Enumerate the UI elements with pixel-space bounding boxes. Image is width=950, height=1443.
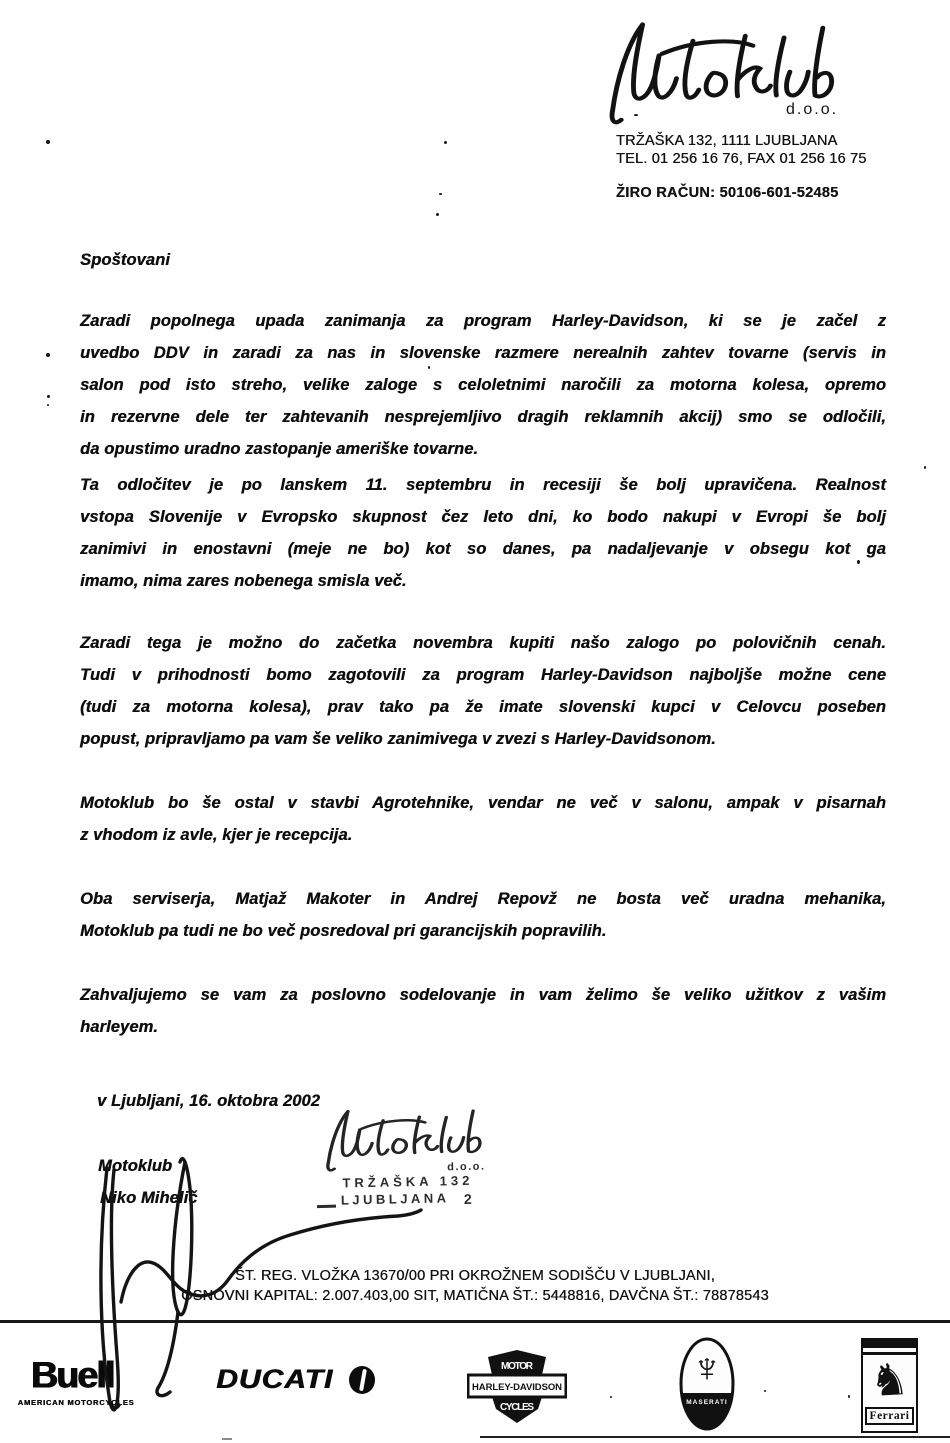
scan-speck bbox=[634, 114, 638, 116]
stamp-address: TRŽAŠKA 132 bbox=[342, 1172, 474, 1191]
bottom-rule bbox=[480, 1436, 950, 1438]
ferrari-wordmark: Ferrari bbox=[865, 1407, 914, 1425]
harley-davidson-shield-icon bbox=[467, 1348, 567, 1426]
ducati-wordmark: DUCATI bbox=[216, 1365, 334, 1395]
scan-speck bbox=[46, 353, 50, 357]
greeting: Spoštovani bbox=[80, 251, 170, 269]
body-line: harleyem. bbox=[80, 1018, 158, 1036]
stamp-number: 2 bbox=[463, 1190, 472, 1208]
scan-speck bbox=[47, 404, 49, 406]
stamp-suffix: d.o.o. bbox=[447, 1160, 486, 1174]
body-line: Zaradi popolnega upada zanimanja za program Harley-Davidson, ki se je začel z bbox=[80, 312, 886, 330]
body-paragraph bbox=[80, 979, 886, 1043]
body-paragraph bbox=[80, 883, 886, 947]
svg-text:♆: ♆ bbox=[691, 1344, 723, 1391]
scan-speck bbox=[764, 1390, 766, 1392]
body-line: (tudi za motorna kolesa), prav tako pa že imate slovenski kupci v Celovcu poseben bbox=[80, 698, 886, 716]
body-line: vstopa Slovenije v Evropsko skupnost čez leto dni, ko bodo nakupi v Evropi še bolj bbox=[80, 508, 886, 526]
body-line: Oba serviserja, Matjaž Makoter in Andrej Repovž ne bosta več uradna mehanika, bbox=[80, 890, 886, 908]
scan-speck bbox=[848, 1395, 850, 1398]
prancing-horse-icon: ♞ bbox=[868, 1354, 911, 1407]
harley-middle-text: HARLEY-DAVIDSON bbox=[472, 1382, 562, 1393]
harley-top-text: MOTOR bbox=[501, 1361, 533, 1372]
harley-bottom-text: CYCLES bbox=[500, 1402, 534, 1413]
maserati-trident-icon bbox=[678, 1336, 736, 1433]
body-line: Motoklub bo še ostal v stavbi Agrotehnike, vendar ne več v salonu, ampak v pisarnah bbox=[80, 794, 886, 812]
buell-wordmark: Buell bbox=[31, 1355, 114, 1396]
registration-line: ŠT. REG. VLOŽKA 13670/00 PRI OKROŽNEM SODIŠČU V LJUBLJANI, bbox=[235, 1268, 715, 1284]
dateline: v Ljubljani, 16. oktobra 2002 bbox=[97, 1092, 320, 1110]
ducati-logo bbox=[216, 1363, 375, 1397]
ducati-emblem-icon bbox=[349, 1366, 375, 1394]
body-line: Zaradi tega je možno do začetka novembra kupiti našo zalogo po polovičnih cenah. bbox=[80, 634, 886, 652]
capital-line: OSNOVNI KAPITAL: 2.007.403,00 SIT, MATIČNA ŠT.: 5448816, DAVČNA ŠT.: 78878543 bbox=[181, 1288, 769, 1304]
body-line: imamo, nima zares nobenega smisla več. bbox=[80, 572, 407, 590]
body-paragraph bbox=[80, 627, 886, 755]
company-suffix: d.o.o. bbox=[786, 101, 839, 118]
body-line: Zahvaljujemo se vam za poslovno sodelovanje in vam želimo še veliko užitkov z vašim bbox=[80, 986, 886, 1004]
scan-speck bbox=[444, 141, 447, 144]
body-line: Motoklub pa tudi ne bo več posredoval pri garancijskih popravilih. bbox=[80, 922, 607, 940]
body-line: z vhodom iz avle, kjer je recepcija. bbox=[80, 826, 353, 844]
body-paragraph bbox=[80, 787, 886, 851]
body-line: in rezervne dele ter zahtevanih nesprejemljivo dragih reklamnih akcij) smo se odločili, bbox=[80, 408, 886, 426]
maserati-wordmark: MASERATI bbox=[686, 1399, 728, 1406]
scan-speck bbox=[47, 395, 50, 398]
body-paragraph bbox=[80, 305, 886, 465]
scan-speck bbox=[610, 1396, 612, 1398]
body-line: zanimivi in enostavni (meje ne bo) kot so danes, pa nadaljevanje v obsegu kot ga bbox=[80, 540, 886, 558]
ferrari-top-band bbox=[863, 1340, 916, 1348]
stamp-city: LJUBLJANA bbox=[340, 1190, 450, 1208]
body-line: salon pod isto streho, velike zaloge s celoletnimi naročili za motorna kolesa, opremo bbox=[80, 376, 886, 394]
scan-speck bbox=[436, 213, 439, 216]
stamp-mark bbox=[317, 1205, 336, 1208]
footer-rule bbox=[0, 1320, 950, 1323]
ferrari-shield-icon bbox=[861, 1338, 918, 1433]
body-line: uvedbo DDV in zaradi za nas in slovenske razmere nerealnih zahtev tovarne (servis in bbox=[80, 344, 886, 362]
company-address: TRŽAŠKA 132, 1111 LJUBLJANA bbox=[616, 133, 838, 149]
scan-speck bbox=[428, 366, 430, 369]
company-stamp bbox=[315, 1102, 517, 1216]
signature-name: Niko Mihelič bbox=[100, 1189, 198, 1207]
body-line: Tudi v prihodnosti bomo zagotovili za program Harley-Davidson najboljše možne cene bbox=[80, 666, 886, 684]
scan-speck bbox=[439, 193, 442, 195]
body-line: da opustimo uradno zastopanje ameriške tovarne. bbox=[80, 440, 479, 458]
scan-speck bbox=[222, 1438, 232, 1440]
bank-account: ŽIRO RAČUN: 50106-601-52485 bbox=[616, 185, 839, 201]
body-line: popust, pripravljamo pa vam še veliko zanimivega v zvezi s Harley-Davidsonom. bbox=[80, 730, 716, 748]
company-phone-fax: TEL. 01 256 16 76, FAX 01 256 16 75 bbox=[616, 151, 867, 167]
signature-company: Motoklub bbox=[98, 1157, 173, 1175]
scan-speck bbox=[46, 140, 50, 144]
scan-speck bbox=[924, 466, 926, 469]
body-line: Ta odločitev je po lanskem 11. septembru in recesiji še bolj upravičena. Realnost bbox=[80, 476, 886, 494]
buell-tagline: AMERICAN MOTORCYCLES bbox=[17, 1398, 135, 1407]
buell-logo bbox=[16, 1355, 136, 1407]
body-paragraph bbox=[80, 469, 886, 597]
scan-speck bbox=[857, 560, 860, 564]
letter-body bbox=[80, 244, 886, 1214]
